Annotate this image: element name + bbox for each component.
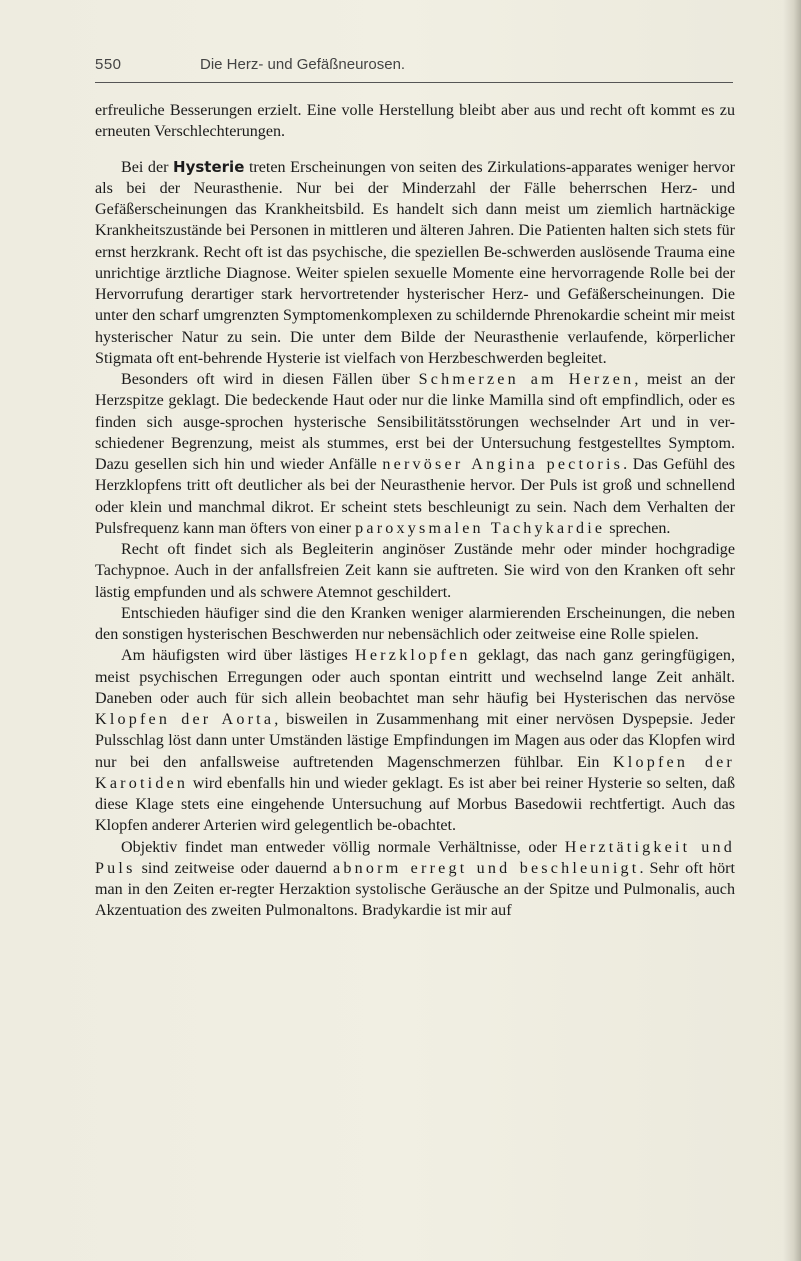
paragraph-text: geklagt, das nach ganz geringfügigen, meist psychischen Erregungen oder auch spontan eintritt und wechselnd lange Zeit anhält. Daneben oder auch für sich allein beobachtet man sehr häufig bei Hysterischen das nervöse — [95, 647, 735, 707]
paragraph-text: treten Erscheinungen von seiten des Zirkulations-apparates weniger hervor als bei der Neurasthenie. Nur bei der Minderzahl der Fälle beherrschen Herz- und Gefäßerscheinungen das Krankheitsbild. Es handelt sich dann meist um ziemlich hartnäckige Krankheitszustände bei Personen in mittleren und älteren Jahren. Die Patienten halten sich stets für ernst herzkrank. Recht oft ist das psychische, die speziellen Be-schwerden auslösende Trauma eine unrichtige ärztliche Diagnose. Weiter spielen sexuelle Momente eine hervorragende Rolle bei der Hervorrufung derartiger stark hervortretender hysterischer Herz- und Gefäßerscheinungen. Die unter den scharf umgrenzten Symptomenkomplexen zu schildernde Phrenokardie scheint mir meist hysterischer Natur zu sein. Die unter dem Bilde der Neurasthenie verlaufende, körperlicher Stigmata oft ent-behrende Hysterie ist vielfach von Herzbeschwerden begleitet. — [95, 158, 735, 367]
paragraph-text: Objektiv findet man entweder völlig normale Verhältnisse, oder — [121, 838, 565, 856]
spaced-term: Klopfen der Karotiden — [95, 753, 735, 792]
body-text — [95, 100, 735, 922]
header-rule — [95, 82, 733, 83]
paragraph-text: Am häufigsten wird über lästiges — [121, 647, 355, 665]
paragraph-text: erfreuliche Besserungen erzielt. Eine volle Herstellung bleibt aber aus und recht oft kommt es zu erneuten Verschlechterungen. — [95, 102, 735, 141]
paragraph-text: sind zeitweise oder dauernd — [135, 859, 334, 877]
paragraph-text: . Das Gefühl des Herzklopfens tritt oft deutlicher als bei der Neurasthenie hervor. Der Puls ist groß und schnellend oder klein und manchmal dikrot. Er scheint stets beschleunigt zu sein. Nach dem Verhalten der Pulsfrequenz kann man öfters von einer — [95, 456, 736, 537]
paragraph — [95, 369, 735, 539]
spaced-term: Herzklopfen — [355, 647, 471, 665]
paragraph-text: wird ebenfalls hin und wieder geklagt. Es ist aber bei reiner Hysterie so selten, daß diese Klage stets eine eingehende Untersuchung auf Morbus Basedowii rechtfertigt. Auch das Klopfen anderer Arterien wird gelegentlich be-obachtet. — [95, 774, 735, 835]
page-edge-shadow — [783, 0, 801, 1261]
spaced-term: Herztätigkeit und Puls — [95, 838, 735, 877]
paragraph-text: , bisweilen in Zusammenhang mit einer nervösen Dyspepsie. Jeder Pulsschlag löst dann unter Umständen lästige Empfindungen im Magen aus oder das Klopfen wird nur bei den anfallsweise auftretenden Magenschmerzen fühlbar. Ein — [95, 711, 735, 771]
spaced-term: Klopfen der Aorta — [95, 711, 275, 728]
paragraph — [95, 157, 735, 370]
paragraph-text: Besonders oft wird in diesen Fällen über — [121, 371, 419, 388]
paragraph-text: , meist an der Herzspitze geklagt. Die bedeckende Haut oder nur die linke Mamilla sind oft empfindlich, oder es finden sich ausge-sprochen hysterische Sensibilitätsstörungen wechselnder Art und in ver-schiedener Begrenzung, meist als stummes, erst bei der Untersuchung festgestelltes Symptom. Dazu gesellen sich hin und wieder Anfälle — [95, 371, 736, 473]
paragraph-text: sprechen. — [605, 519, 671, 537]
running-title: Die Herz- und Gefäßneurosen. — [200, 56, 406, 73]
paragraph-text: Entschieden häufiger sind die den Kranken weniger alarmierenden Erscheinungen, die neben den sonstigen hysterischen Beschwerden nur nebensächlich oder zeitweise eine Rolle spielen. — [95, 604, 735, 643]
spaced-term: Schmerzen am Herzen — [418, 371, 635, 388]
bold-term: Hysterie — [173, 157, 245, 176]
page-number: 550 — [95, 56, 122, 73]
paragraph-text: . Sehr oft hört man in den Zeiten er-regter Herzaktion systolische Geräusche an der Spitze und Pulmonalis, auch Akzentuation des zweiten Pulmonaltons. Bradykardie ist mir auf — [95, 859, 735, 920]
paragraph — [95, 539, 735, 603]
paragraph — [95, 837, 735, 922]
paragraph — [95, 603, 735, 646]
spaced-term: nervöser Angina pectoris — [382, 456, 624, 473]
running-header — [95, 56, 735, 82]
spaced-term: abnorm erregt und beschleunigt — [333, 859, 640, 877]
paragraph — [95, 100, 735, 143]
spaced-term: paroxysmalen Tachykardie — [355, 519, 606, 537]
paragraph — [95, 645, 735, 836]
paragraph-text: Recht oft findet sich als Begleiterin anginöser Zustände mehr oder minder hochgradige Tachypnoe. Auch in der anfallsfreien Zeit kann sie auftreten. Sie wird von den Kranken oft sehr lästig empfunden und als schwere Atemnot geschildert. — [95, 541, 735, 601]
paragraph-text: Bei der — [121, 158, 174, 176]
